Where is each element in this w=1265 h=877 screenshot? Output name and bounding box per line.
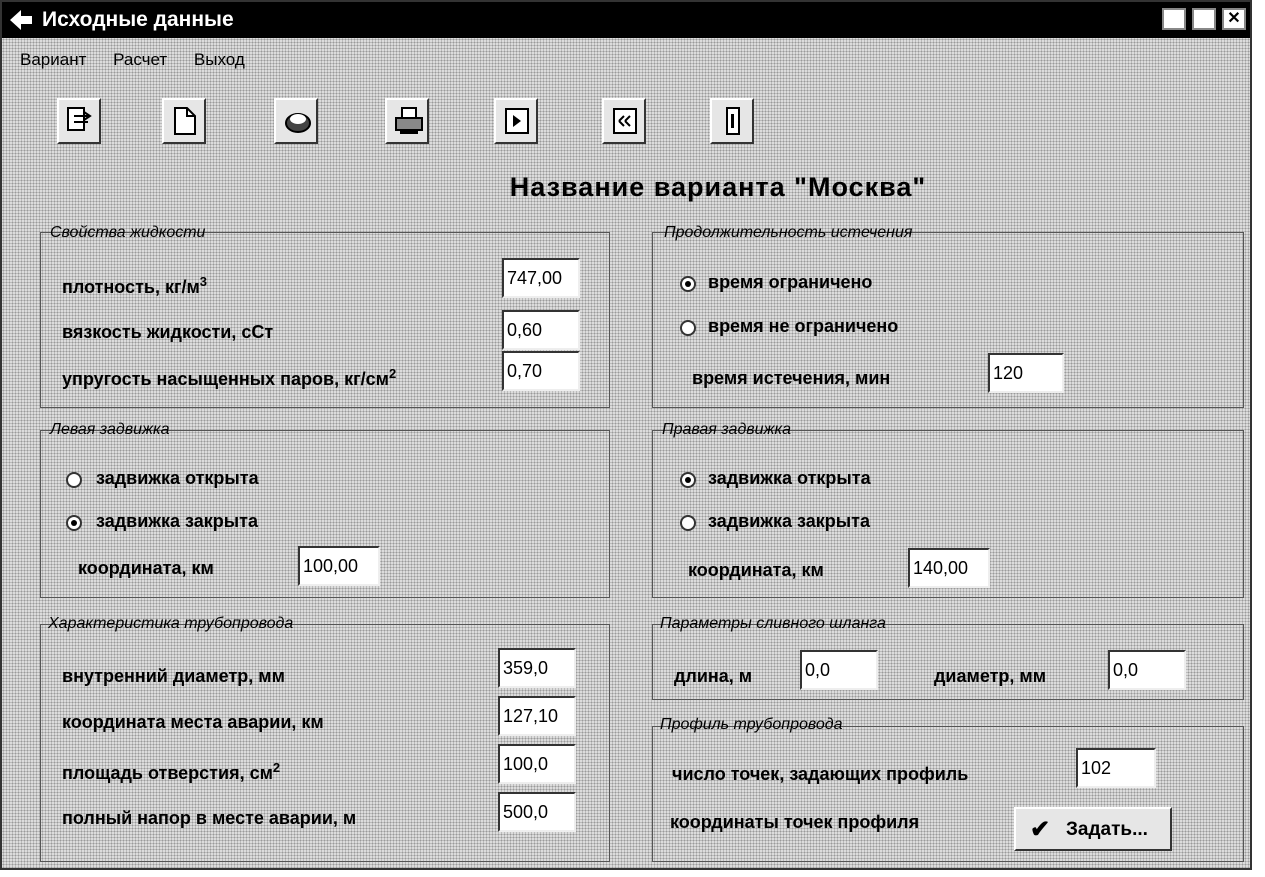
forward-icon bbox=[503, 106, 531, 136]
left-valve-coord-field[interactable] bbox=[298, 546, 380, 586]
right-valve-coord-label: координата, км bbox=[688, 560, 824, 580]
convert-icon bbox=[66, 106, 94, 136]
pipeline-group-title: Характеристика трубопровода bbox=[48, 615, 294, 632]
right-valve-coord-field[interactable] bbox=[908, 548, 990, 588]
total-head-field[interactable] bbox=[498, 792, 576, 832]
pipe-diameter-label: внутренний диаметр, мм bbox=[62, 666, 285, 686]
menu-bar bbox=[20, 50, 267, 70]
profile-coords-label: координаты точек профиля bbox=[670, 812, 920, 832]
accident-coord-field[interactable] bbox=[498, 696, 576, 736]
duration-group-title: Продолжительность истечения bbox=[664, 224, 913, 241]
viscosity-field[interactable] bbox=[502, 310, 580, 350]
open-icon bbox=[283, 106, 313, 136]
left-valve-closed-label[interactable]: задвижка закрыта bbox=[96, 511, 258, 531]
exit-icon bbox=[719, 106, 747, 136]
liquid-group-title: Свойства жидкости bbox=[50, 224, 206, 241]
right-valve-closed-radio[interactable] bbox=[680, 515, 696, 531]
variant-title: Название варианта "Москва" bbox=[509, 172, 927, 202]
vapor-pressure-label: упругость насыщенных паров, $кг/см^2$ bbox=[62, 366, 397, 389]
toolbar-open-button[interactable] bbox=[274, 98, 318, 144]
total-head-label: полный напор в месте аварии, м bbox=[62, 808, 357, 828]
profile-points-label: число точек, задающих профиль bbox=[672, 764, 969, 784]
right-valve-closed-label[interactable]: задвижка закрыта bbox=[708, 511, 870, 531]
hose-diameter-field[interactable] bbox=[1108, 650, 1186, 690]
left-valve-coord-label: координата, км bbox=[78, 558, 214, 578]
left-valve-closed-radio[interactable] bbox=[66, 515, 82, 531]
back-icon bbox=[611, 106, 639, 136]
density-label: плотность, $кг/м^3$ bbox=[62, 274, 208, 297]
right-valve-open-radio[interactable] bbox=[680, 472, 696, 488]
hose-length-label: длина, м bbox=[674, 666, 753, 686]
hose-group-title: Параметры сливного шланга bbox=[660, 615, 886, 632]
toolbar-exit-button[interactable] bbox=[710, 98, 754, 144]
profile-group-title: Профиль трубопровода bbox=[660, 716, 843, 733]
new-file-icon bbox=[171, 106, 199, 136]
density-field[interactable] bbox=[502, 258, 580, 298]
hose-length-field[interactable] bbox=[800, 650, 878, 690]
accident-coord-label: координата места аварии, км bbox=[62, 712, 324, 732]
left-valve-open-label[interactable]: задвижка открыта bbox=[96, 468, 259, 488]
app-icon bbox=[8, 8, 34, 32]
leak-time-label: время истечения, мин bbox=[692, 368, 891, 388]
close-icon: ✕ bbox=[1227, 10, 1241, 27]
time-limited-radio[interactable] bbox=[680, 276, 696, 292]
checkmark-icon: ✔ bbox=[1030, 816, 1051, 843]
maximize-button[interactable] bbox=[1192, 8, 1216, 30]
toolbar-convert-button[interactable] bbox=[57, 98, 101, 144]
leak-time-field[interactable] bbox=[988, 353, 1064, 393]
minimize-button[interactable] bbox=[1162, 8, 1186, 30]
menu-variant[interactable]: Вариант bbox=[20, 50, 87, 69]
set-profile-button-label: Задать... bbox=[1066, 819, 1148, 840]
menu-calc[interactable]: Расчет bbox=[113, 50, 168, 69]
time-unlimited-radio[interactable] bbox=[680, 320, 696, 336]
left-valve-open-radio[interactable] bbox=[66, 472, 82, 488]
hose-diameter-label: диаметр, мм bbox=[934, 666, 1047, 686]
toolbar-forward-button[interactable] bbox=[494, 98, 538, 144]
toolbar-new-button[interactable] bbox=[162, 98, 206, 144]
pipe-diameter-field[interactable] bbox=[498, 648, 576, 688]
left-valve-group-title: Левая задвижка bbox=[50, 421, 170, 438]
hole-area-field[interactable] bbox=[498, 744, 576, 784]
toolbar-print-button[interactable] bbox=[385, 98, 429, 144]
close-button[interactable] bbox=[1222, 8, 1246, 30]
set-profile-button[interactable] bbox=[1014, 807, 1172, 851]
menu-exit[interactable]: Выход bbox=[193, 50, 245, 69]
window-title: Исходные данные bbox=[42, 8, 234, 31]
time-limited-label[interactable]: время ограничено bbox=[708, 272, 873, 292]
right-valve-group-title: Правая задвижка bbox=[662, 421, 791, 438]
hole-area-label: площадь отверстия, $см^2$ bbox=[62, 760, 281, 783]
time-unlimited-label[interactable]: время не ограничено bbox=[708, 316, 899, 336]
print-icon bbox=[394, 106, 424, 136]
profile-points-field[interactable] bbox=[1076, 748, 1156, 788]
title-bar[interactable] bbox=[2, 2, 1250, 38]
viscosity-label: вязкость жидкости, сСт bbox=[62, 322, 274, 342]
toolbar-back-button[interactable] bbox=[602, 98, 646, 144]
right-valve-open-label[interactable]: задвижка открыта bbox=[708, 468, 871, 488]
vapor-pressure-field[interactable] bbox=[502, 351, 580, 391]
